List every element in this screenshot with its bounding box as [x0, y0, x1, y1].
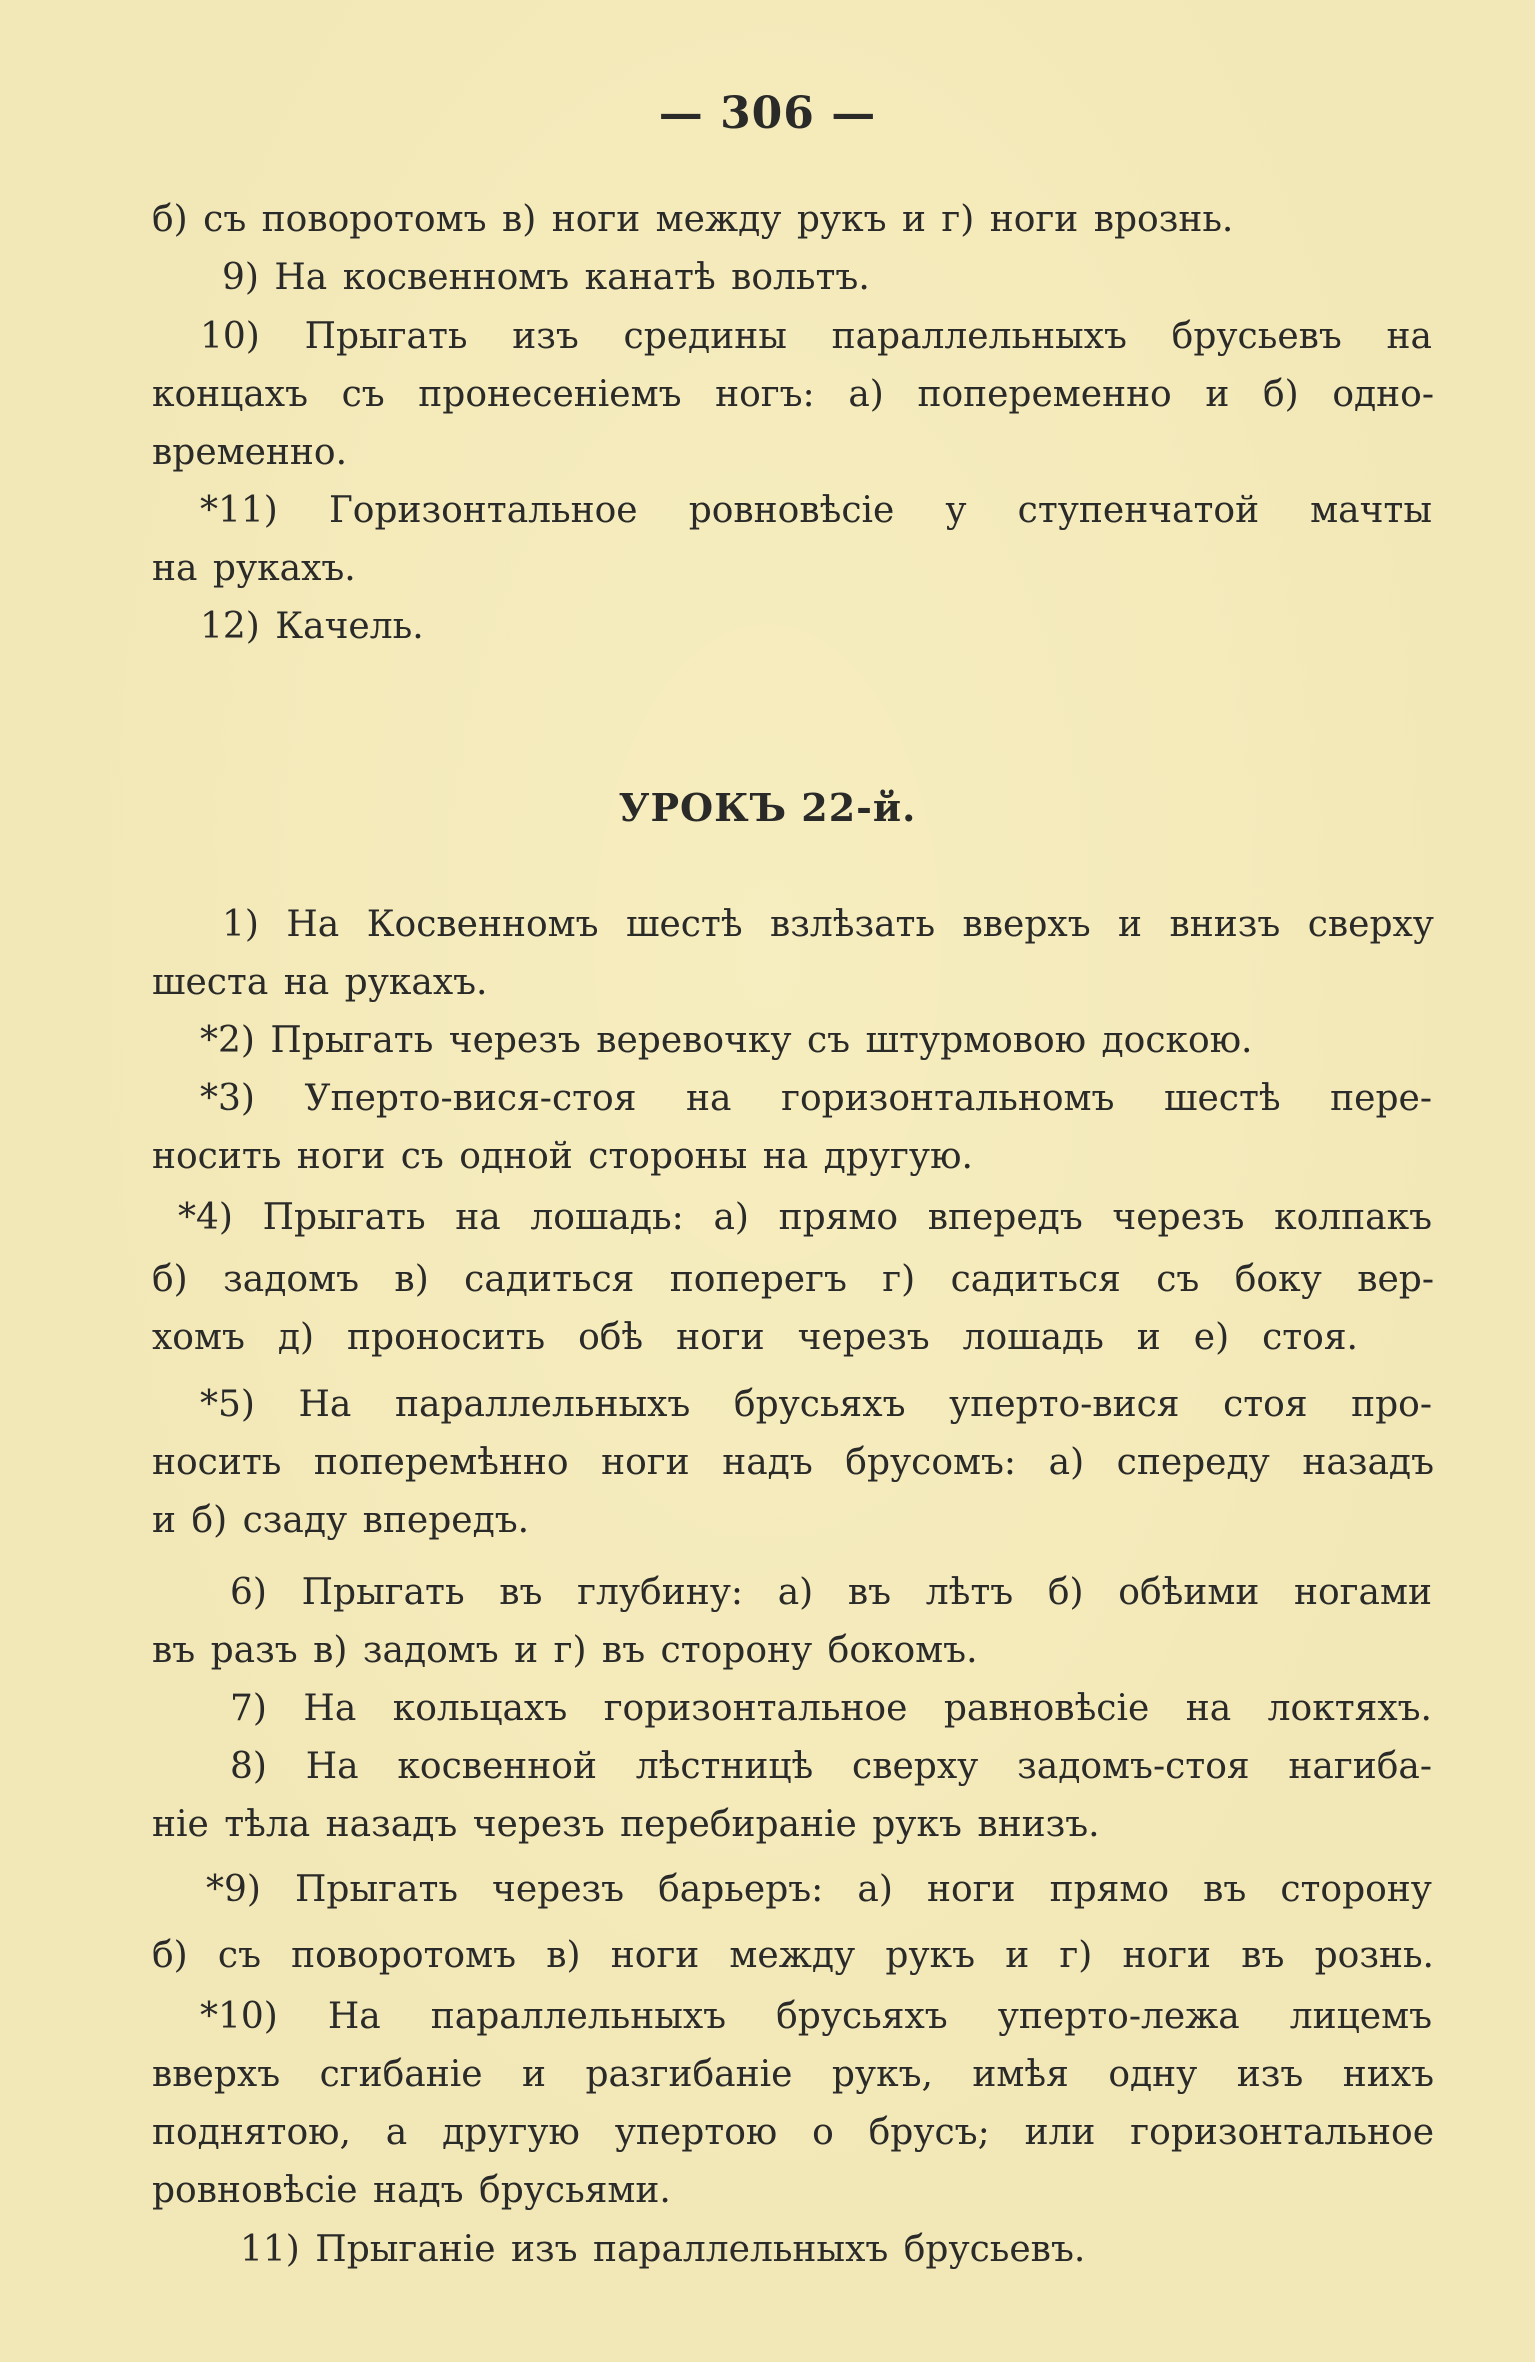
text-line: б) задомъ в) садиться поперегъ г) садиться съ боку вер-: [152, 1259, 1434, 1300]
text-line: вверхъ сгибаніе и разгибаніе рукъ, имѣя одну изъ нихъ: [152, 2054, 1434, 2095]
text-line: хомъ д) проносить обѣ ноги черезъ лошадь и е) стоя.: [152, 1317, 1358, 1358]
text-line: б) съ поворотомъ в) ноги между рукъ и г) ноги въ рознь.: [152, 1935, 1434, 1976]
text-line: *11) Горизонтальное ровновѣсіе у ступенчатой мачты: [200, 490, 1432, 531]
text-line: концахъ съ пронесеніемъ ногъ: а) попеременно и б) одно-: [152, 374, 1434, 415]
text-line: носить поперемѣнно ноги надъ брусомъ: а) спереду назадъ: [152, 1442, 1434, 1483]
text-line: на рукахъ.: [152, 548, 356, 589]
text-line: 10) Прыгать изъ средины параллельныхъ брусьевъ на: [200, 316, 1432, 357]
text-line: 8) На косвенной лѣстницѣ сверху задомъ-стоя нагиба-: [230, 1746, 1432, 1787]
text-line: 6) Прыгать въ глубину: а) въ лѣтъ б) обѣими ногами: [230, 1572, 1432, 1613]
text-line: б) съ поворотомъ в) ноги между рукъ и г) ноги врознь.: [152, 199, 1234, 240]
page-number: — 306 —: [658, 88, 877, 139]
text-line: *10) На параллельныхъ брусьяхъ уперто-лежа лицемъ: [200, 1996, 1432, 2037]
text-line: 12) Качель.: [200, 606, 424, 647]
text-line: ровновѣсіе надъ брусьями.: [152, 2170, 671, 2211]
text-line: *3) Уперто-вися-стоя на горизонтальномъ шестѣ пере-: [200, 1078, 1432, 1119]
text-line: 7) На кольцахъ горизонтальное равновѣсіе на локтяхъ.: [230, 1688, 1432, 1729]
text-line: носить ноги съ одной стороны на другую.: [152, 1136, 973, 1177]
text-line: *4) Прыгать на лошадь: а) прямо впередъ черезъ колпакъ: [178, 1197, 1432, 1238]
text-line: временно.: [152, 432, 348, 473]
text-line: 9) На косвенномъ канатѣ вольтъ.: [222, 257, 870, 298]
text-line: 11) Прыганіе изъ параллельныхъ брусьевъ.: [240, 2229, 1086, 2270]
text-line: и б) сзаду впередъ.: [152, 1500, 530, 1541]
text-line: *9) Прыгать черезъ барьеръ: а) ноги прямо въ сторону: [206, 1869, 1432, 1910]
text-line: *2) Прыгать черезъ веревочку съ штурмовою доскою.: [200, 1020, 1253, 1061]
text-line: 1) На Косвенномъ шестѣ взлѣзать вверхъ и внизъ сверху: [222, 904, 1434, 945]
text-line: *5) На параллельныхъ брусьяхъ уперто-вися стоя про-: [200, 1384, 1432, 1425]
text-line: шеста на рукахъ.: [152, 962, 488, 1003]
text-line: поднятою, а другую упертою о брусъ; или горизонтальное: [152, 2112, 1434, 2153]
text-line: ніе тѣла назадъ черезъ перебираніе рукъ внизъ.: [152, 1804, 1100, 1845]
text-line: въ разъ в) задомъ и г) въ сторону бокомъ.: [152, 1630, 978, 1671]
lesson-heading: УРОКЪ 22-й.: [618, 785, 917, 830]
